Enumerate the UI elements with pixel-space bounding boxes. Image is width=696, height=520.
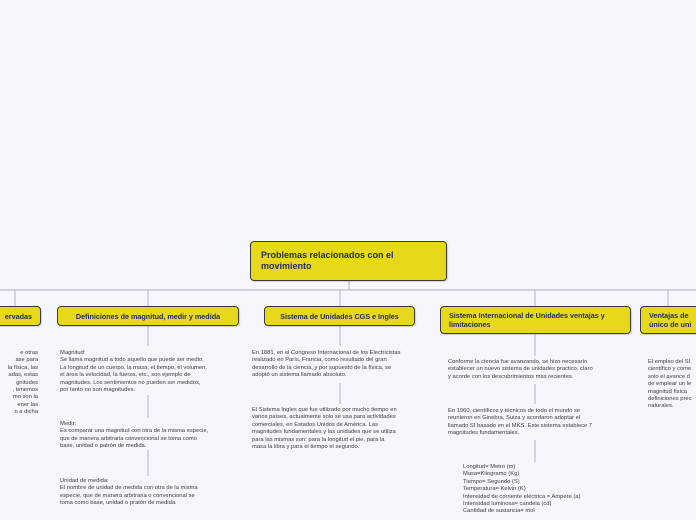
topic-label: ervadas: [4, 311, 32, 321]
topic-definiciones[interactable]: [57, 306, 239, 326]
note-medir: Medir: Es comparar una magnitud con otra de la misma especie, que de manera arbitraria convencional se toma como base, unidad o patrón de medida.: [60, 421, 209, 450]
topic-label: Sistema Internacional de Unidades ventajas y limitaciones: [449, 311, 605, 329]
topic-sistema-cgs-ingles[interactable]: [264, 306, 415, 326]
note-ventajas: El empleo del SI científico y come solo el avance d de emplear un le magnitud física definiciones prec naturales.: [648, 359, 692, 410]
topic-label: Ventajas de único de uni: [649, 311, 692, 329]
root-title: Problemas relacionados con el movimiento: [261, 250, 394, 271]
topic-sistema-internacional[interactable]: [440, 306, 631, 334]
note-unidad-medida: Unidad de medida: El nombre de unidad de medida con otra de la misma especie, que de manera arbitraria o convencional se toma como base, unidad o pratón de medida.: [60, 478, 198, 507]
note-si-units: Longitud= Metro (m) Masa=Kilogramo (Kg) Tiempo= Segundo (S) Temperatura= Kelvin (K) Intensidad de corriente eléctrica = Ampere (a) Intensidad luminosa= candela (cd) Cantidad de sustancia= mol: [463, 464, 581, 515]
root-node[interactable]: [250, 241, 447, 281]
note-si-intro: Conforme la ciencia fue avanzando, se hizo necesario establecer un nuevo sistema de unidades practico, claro y acorde con los descubrimientos mas recientes.: [448, 359, 593, 380]
topic-ventajas[interactable]: [640, 306, 696, 334]
topic-label: Sistema de Unidades CGS e Ingles: [280, 311, 399, 321]
topic-derivadas[interactable]: [0, 306, 41, 326]
note-si-1960: En 1960, científicos y técnicos de todo el mundo se reunieron en Ginebra, Suiza y acordaron adoptar el llamado SI basado en el MKS. Este sistema establece 7 magnitudes fundamentales.: [448, 408, 593, 437]
topic-label: Definiciones de magnitud, medir y medida: [75, 311, 221, 321]
note-ingles: El Sistema Ingles que fue utilizado por mucho tiempo en varios países, actualmente solo se usa para actividades comerciales, en Estados Unidos de América. Las magnitudes fundamentales y las unidades que se utiliza para las mismas son: para la longitud el pie, para la masa la libra y para el tiempo el segundo.: [252, 407, 397, 451]
note-left-fragment: e otras ase para la física, las adas, estas gnitudes , tenemos mo son la ener las n a dicha: [7, 350, 38, 416]
note-cgs: En 1881, en el Congreso Internacional de los Electricistas realizado en París, Francia, como resultado del gran desarrollo de la ciencia, y por supuesto de la física, se adoptó un sistema llamado absoluto.: [252, 350, 401, 379]
note-magnitud: Magnitud: Se llama magnitud a todo aquello que puede ser medio. La longitud de un cuerpo, la masa, el tiempo, el volumen, el área la velocidad, la fuerza, etc., son ejemplo de magnitudes. Los sentimientos no pueden ser medidos, por tanto no son magnitudes.: [60, 350, 207, 394]
